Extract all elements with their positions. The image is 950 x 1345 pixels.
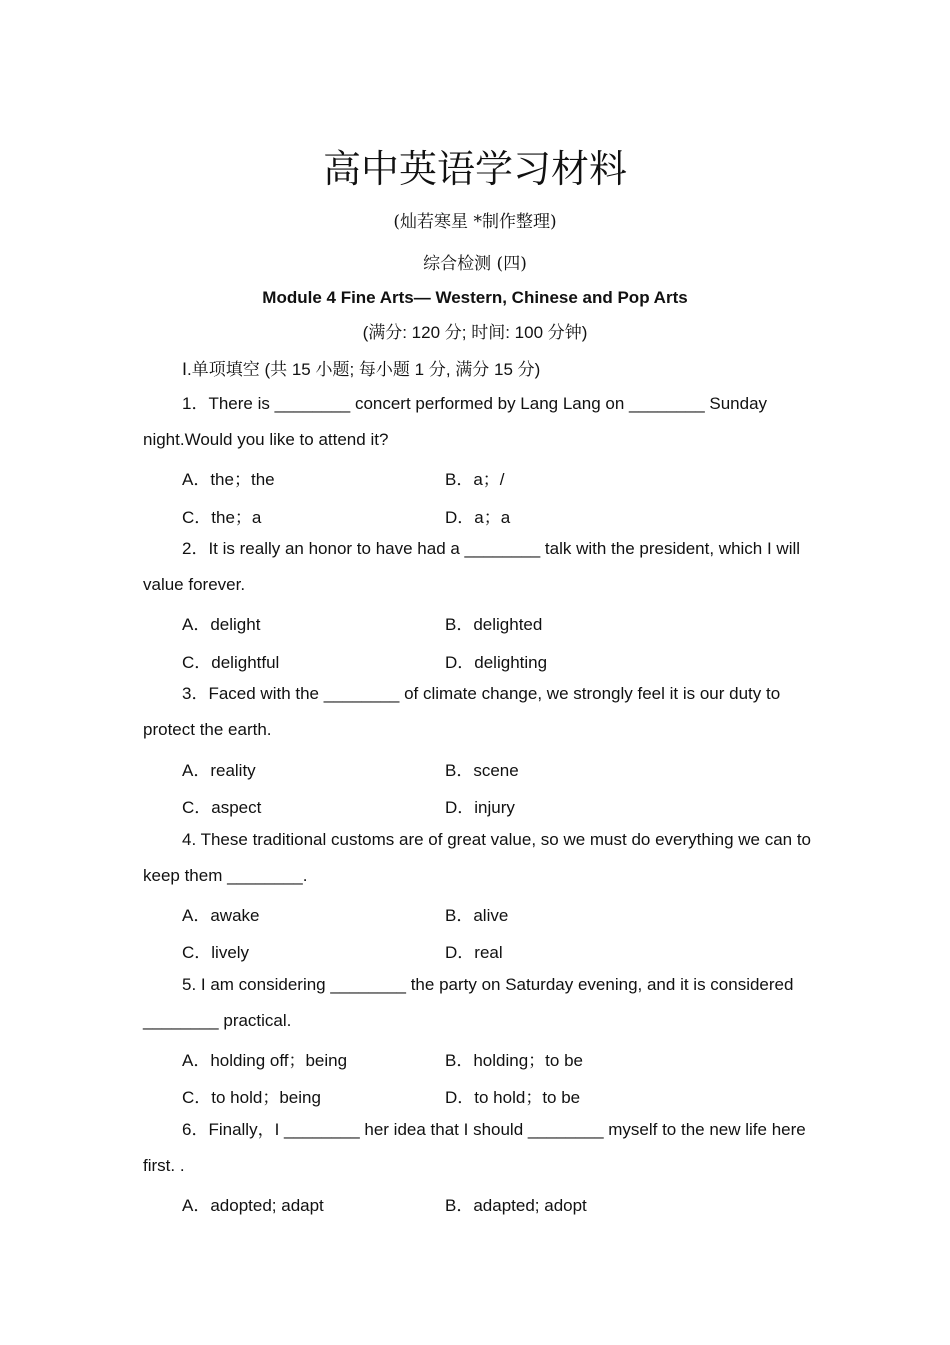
question-2-stem: 2．It is really an honor to have had a ________ talk with the president, which I will value forever. xyxy=(143,539,801,594)
question-5-option-a: A．holding off；being xyxy=(182,1051,348,1070)
question-1-option-b: B．a；/ xyxy=(445,470,505,489)
question-2-option-c: C．delightful xyxy=(182,653,280,672)
question-3-option-a: A．reality xyxy=(182,761,256,780)
question-3-option-c: C．aspect xyxy=(182,798,262,817)
question-5-option-c: C．to hold；being xyxy=(182,1088,321,1107)
section-heading: Ⅰ.单项填空 (共 15 小题; 每小题 1 分, 满分 15 分) xyxy=(182,360,541,379)
question-4-option-d: D．real xyxy=(445,943,503,962)
question-2-option-d: D．delighting xyxy=(445,653,548,672)
question-5-option-b: B．holding；to be xyxy=(445,1051,583,1070)
score-time-info: (满分: 120 分; 时间: 100 分钟) xyxy=(362,323,588,342)
test-name: 综合检测 (四) xyxy=(423,254,527,274)
question-5-stem: 5. I am considering ________ the party on Saturday evening, and it is considered ________ practical. xyxy=(143,975,794,1030)
question-4-option-a: A．awake xyxy=(182,906,260,925)
question-4-option-b: B．alive xyxy=(445,906,509,925)
question-1-option-a: A．the；the xyxy=(182,470,275,489)
question-6-stem: 6．Finally，I ________ her idea that I should ________ myself to the new life here first. . xyxy=(143,1120,806,1175)
page-title: 高中英语学习材料 xyxy=(322,147,627,191)
question-6-option-b: B．adapted; adopt xyxy=(445,1196,587,1215)
question-1-option-c: C．the；a xyxy=(182,508,262,527)
question-3-option-b: B．scene xyxy=(445,761,519,780)
module-heading: Module 4 Fine Arts— Western, Chinese and Pop Arts xyxy=(262,288,688,307)
page-subtitle: (灿若寒星 *制作整理) xyxy=(393,212,557,232)
question-6-option-a: A．adopted; adapt xyxy=(182,1196,324,1215)
question-5-option-d: D．to hold；to be xyxy=(445,1088,581,1107)
question-3-option-d: D．injury xyxy=(445,798,515,817)
question-2-option-b: B．delighted xyxy=(445,615,543,634)
question-3-stem: 3．Faced with the ________ of climate change, we strongly feel it is our duty to protect the earth. xyxy=(143,684,781,739)
question-2-option-a: A．delight xyxy=(182,615,261,634)
question-1-stem: 1．There is ________ concert performed by Lang Lang on ________ Sunday night.Would you like to attend it? xyxy=(143,394,768,449)
question-4-option-c: C．lively xyxy=(182,943,250,962)
question-4-stem: 4. These traditional customs are of great value, so we must do everything we can to keep them ________. xyxy=(143,830,812,885)
question-1-option-d: D．a；a xyxy=(445,508,511,527)
